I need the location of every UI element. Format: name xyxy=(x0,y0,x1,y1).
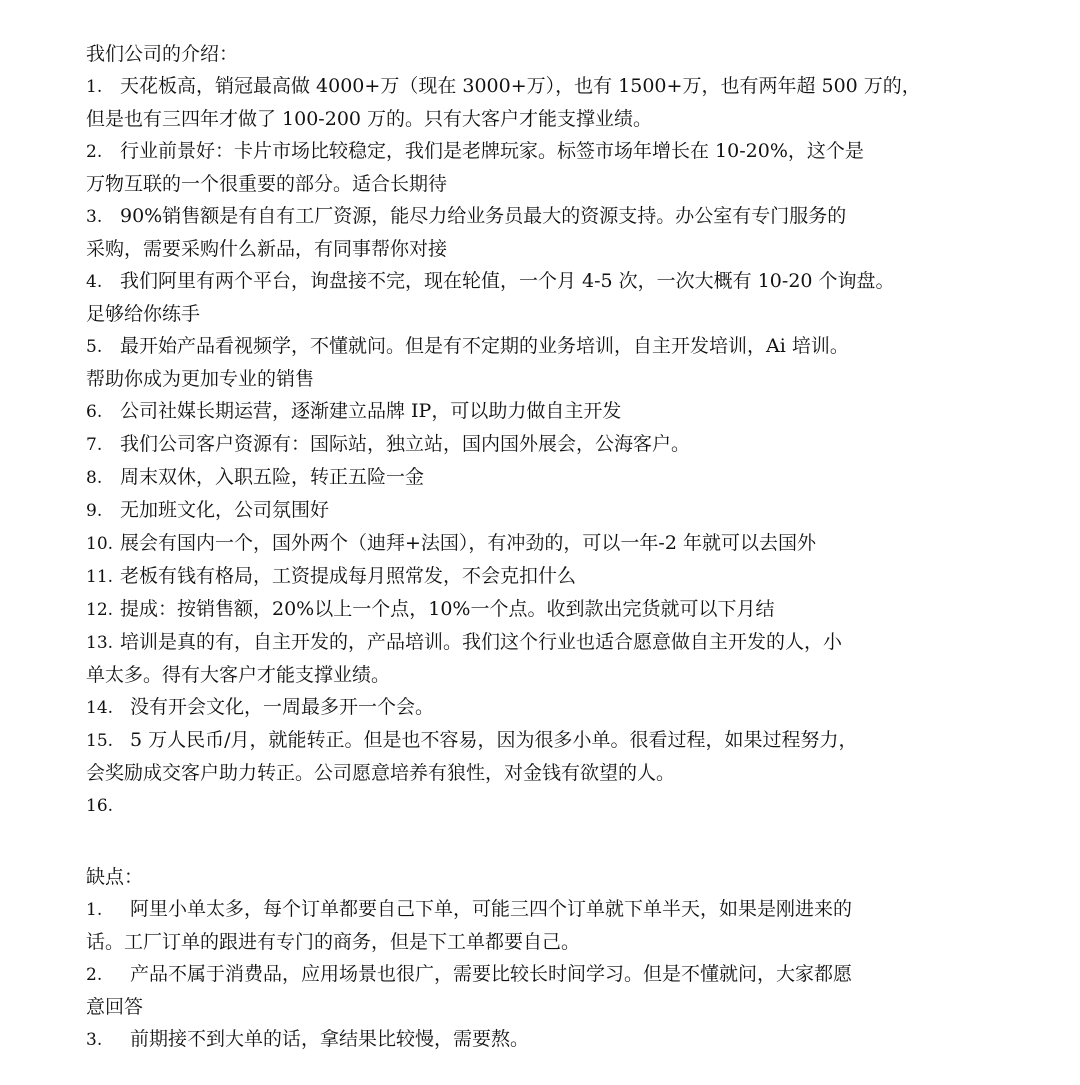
intro-item-first-line xyxy=(86,560,1061,593)
intro-item-first-line xyxy=(86,494,1061,527)
cons-item xyxy=(86,958,1061,1023)
intro-item-first-line xyxy=(86,330,1061,363)
cons-heading: 缺点： xyxy=(86,866,144,888)
intro-list xyxy=(86,70,1061,822)
cons-item xyxy=(86,1023,1061,1056)
intro-item xyxy=(86,265,1061,330)
intro-item-text: 5 万人民币/月，就能转正。但是也不容易，因为很多小单。很看过程，如果过程努力， xyxy=(130,729,858,751)
intro-item xyxy=(86,494,1061,527)
intro-item xyxy=(86,626,1061,691)
intro-item-text: 行业前景好：卡片市场比较稳定，我们是老牌玩家。标签市场年增长在 10-20%，这个是 xyxy=(120,140,864,162)
intro-item-number: 3. xyxy=(86,207,103,227)
intro-item-text: 周末双休，入职五险，转正五险一金 xyxy=(120,466,425,488)
cons-item-continuation-line xyxy=(86,926,1061,958)
intro-item-number: 16. xyxy=(86,796,114,816)
intro-item-text: 培训是真的有，自主开发的，产品培训。我们这个行业也适合愿意做自主开发的人，小 xyxy=(120,631,843,653)
intro-item xyxy=(86,527,1061,560)
intro-item-text: 公司社媒长期运营，逐渐建立品牌 IP，可以助力做自主开发 xyxy=(120,400,622,422)
intro-item xyxy=(86,200,1061,265)
cons-item-first-line xyxy=(86,1023,1061,1056)
intro-item-number: 14. xyxy=(86,698,114,718)
intro-item-number: 5. xyxy=(86,337,103,357)
intro-item-number: 6. xyxy=(86,402,103,422)
intro-item-continuation-line xyxy=(86,363,1061,395)
intro-item-number: 13. xyxy=(86,633,114,653)
cons-item-text: 阿里小单太多，每个订单都要自己下单，可能三四个订单就下单半天，如果是刚进来的 xyxy=(130,898,853,920)
intro-item-first-line xyxy=(86,461,1061,494)
intro-item-first-line xyxy=(86,135,1061,168)
intro-item-number: 8. xyxy=(86,468,103,488)
cons-item-first-line xyxy=(86,893,1061,926)
cons-item-first-line xyxy=(86,958,1061,991)
intro-item-first-line xyxy=(86,70,1061,103)
cons-item-text: 产品不属于消费品，应用场景也很广，需要比较长时间学习。但是不懂就问，大家都愿 xyxy=(130,963,853,985)
intro-item-continuation-line xyxy=(86,298,1061,330)
intro-item-first-line xyxy=(86,626,1061,659)
intro-item-text: 我们公司客户资源有：国际站，独立站，国内国外展会，公海客户。 xyxy=(120,433,691,455)
intro-item-first-line xyxy=(86,691,1061,724)
cons-item-number: 2. xyxy=(86,965,103,985)
intro-item-number: 7. xyxy=(86,435,103,455)
intro-item-text: 采购，需要采购什么新品，有同事帮你对接 xyxy=(86,238,448,260)
intro-item-text: 单太多。得有大客户才能支撑业绩。 xyxy=(86,664,391,686)
intro-item-number: 1. xyxy=(86,77,103,97)
intro-heading: 我们公司的介绍： xyxy=(86,43,239,65)
intro-item-first-line xyxy=(86,593,1061,626)
intro-item xyxy=(86,330,1061,395)
cons-item-text: 话。工厂订单的跟进有专门的商务，但是下工单都要自己。 xyxy=(86,931,581,953)
intro-item-text: 没有开会文化，一周最多开一个会。 xyxy=(130,696,435,718)
intro-item xyxy=(86,691,1061,724)
intro-item-number: 10. xyxy=(86,534,114,554)
cons-item-text: 意回答 xyxy=(86,996,144,1018)
intro-item-number: 15. xyxy=(86,731,114,751)
intro-item xyxy=(86,135,1061,200)
cons-list xyxy=(86,893,1061,1056)
intro-item-first-line xyxy=(86,395,1061,428)
cons-item xyxy=(86,893,1061,958)
cons-item-number: 3. xyxy=(86,1030,103,1050)
intro-item xyxy=(86,789,1061,822)
intro-item xyxy=(86,395,1061,428)
intro-item-text: 无加班文化，公司氛围好 xyxy=(120,499,330,521)
section-spacer xyxy=(86,822,1061,861)
intro-item xyxy=(86,593,1061,626)
intro-item-number: 2. xyxy=(86,142,103,162)
intro-item-text: 提成：按销售额，20%以上一个点，10%一个点。收到款出完货就可以下月结 xyxy=(120,598,775,620)
intro-item-text: 最开始产品看视频学，不懂就问。但是有不定期的业务培训，自主开发培训，Ai 培训。 xyxy=(120,335,849,357)
intro-item xyxy=(86,560,1061,593)
intro-item-number: 4. xyxy=(86,272,103,292)
intro-item-text: 我们阿里有两个平台，询盘接不完，现在轮值，一个月 4-5 次，一次大概有 10-20 个询盘。 xyxy=(120,270,895,292)
intro-item-text: 帮助你成为更加专业的销售 xyxy=(86,368,315,390)
intro-item-first-line xyxy=(86,428,1061,461)
intro-item xyxy=(86,724,1061,789)
intro-item-continuation-line xyxy=(86,659,1061,691)
cons-item-text: 前期接不到大单的话，拿结果比较慢，需要熬。 xyxy=(130,1028,530,1050)
intro-item-continuation-line xyxy=(86,757,1061,789)
intro-item-number: 11. xyxy=(86,567,114,587)
intro-item xyxy=(86,70,1061,135)
intro-item xyxy=(86,428,1061,461)
intro-item-text: 90%销售额是有自有工厂资源，能尽力给业务员最大的资源支持。办公室有专门服务的 xyxy=(120,205,847,227)
cons-item-continuation-line xyxy=(86,991,1061,1023)
intro-item-first-line xyxy=(86,200,1061,233)
intro-item-continuation-line xyxy=(86,168,1061,200)
intro-item xyxy=(86,461,1061,494)
intro-item-text: 老板有钱有格局，工资提成每月照常发，不会克扣什么 xyxy=(120,565,577,587)
intro-item-first-line xyxy=(86,789,1061,822)
intro-item-text: 万物互联的一个很重要的部分。适合长期待 xyxy=(86,173,448,195)
intro-item-number: 12. xyxy=(86,600,114,620)
intro-item-text: 展会有国内一个，国外两个（迪拜+法国），有冲劲的，可以一年-2 年就可以去国外 xyxy=(120,532,816,554)
intro-item-text: 天花板高，销冠最高做 4000+万（现在 3000+万），也有 1500+万，也有两年超 500 万的， xyxy=(120,75,921,97)
intro-item-first-line xyxy=(86,724,1061,757)
intro-item-number: 9. xyxy=(86,501,103,521)
intro-item-continuation-line xyxy=(86,233,1061,265)
intro-item-text: 足够给你练手 xyxy=(86,303,201,325)
cons-item-number: 1. xyxy=(86,900,103,920)
intro-item-first-line xyxy=(86,527,1061,560)
intro-item-first-line xyxy=(86,265,1061,298)
intro-item-text: 但是也有三四年才做了 100-200 万的。只有大客户才能支撑业绩。 xyxy=(86,108,653,130)
document xyxy=(86,38,1061,1056)
intro-item-continuation-line xyxy=(86,103,1061,135)
intro-item-text: 会奖励成交客户助力转正。公司愿意培养有狼性，对金钱有欲望的人。 xyxy=(86,762,676,784)
